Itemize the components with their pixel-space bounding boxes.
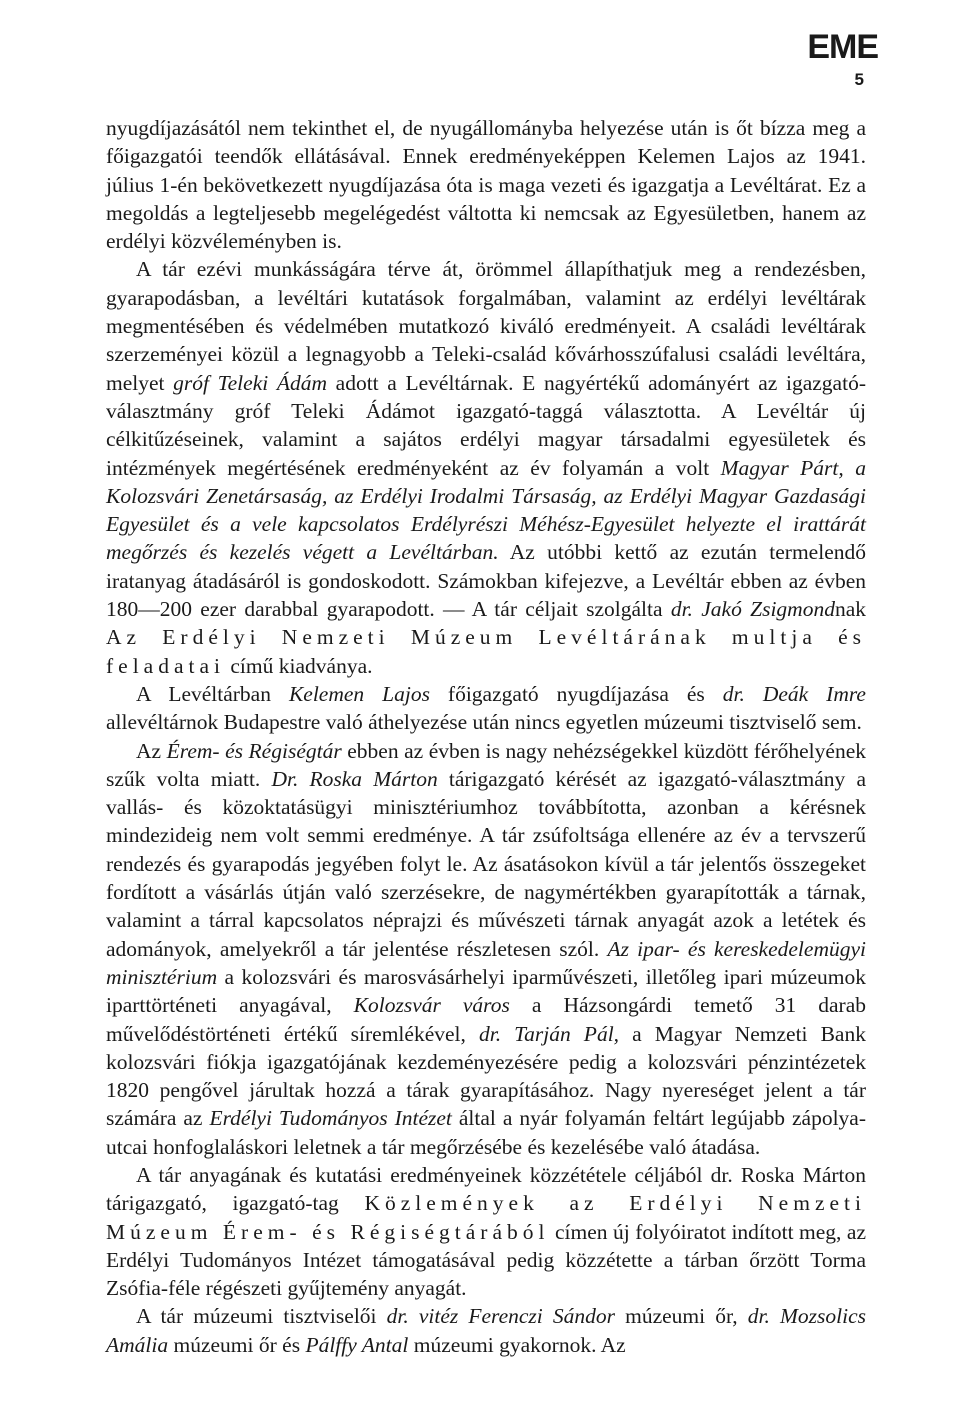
italic-run: Kolozsvár város bbox=[353, 993, 510, 1018]
text-run: múzeumi őr és bbox=[168, 1332, 306, 1357]
text-run: múzeumi gyakornok. Az bbox=[408, 1332, 626, 1357]
eme-logo: EME bbox=[807, 28, 878, 66]
italic-run: dr. vitéz Ferenczi Sándor bbox=[386, 1304, 616, 1329]
text-run: a Magyar Nemzeti Bank kolozsvári fiókja igazgatójának kezdeményezésére pedig a kolozsvári pénzintézetek 1820 pengővel járultak hozzá a tárak gyarapításához. Nagy nyereséget jelent a tár számára az bbox=[106, 1021, 866, 1131]
spaced-title-run: Az Erdélyi Nemzeti Múzeum Levéltárának multja és feladatai bbox=[106, 625, 866, 678]
italic-run: dr. Deák Imre bbox=[722, 681, 866, 706]
text-run: főigazgató nyugdíjazása és bbox=[429, 681, 723, 706]
paragraph bbox=[106, 1161, 866, 1302]
text-run: múzeumi őr, bbox=[615, 1304, 748, 1329]
text-run: a kolozsvári és marosvásárhelyi iparművészeti, illetőleg ipari múzeumok iparttörténeti anyagával, bbox=[106, 964, 866, 1018]
italic-run: Magyar Párt, a Kolozsvári Zenetársaság, az Erdélyi Irodalmi Társaság, az Erdélyi Magyar Gazdasági Egyesület és a vele kapcsolatos Erdélyrészi Méhész-Egyesület helyezte el irattárát megőrzés és kezelés végett a Levéltárban. bbox=[106, 455, 866, 565]
text-run: címen új folyóiratot indított meg, az Erdélyi Tudományos Intézet támogatásával pedig közzétette a tárban őrzött Torma Zsófia-féle régészeti gyűjtemény anyagát. bbox=[106, 1219, 867, 1301]
text-run: Az bbox=[136, 738, 167, 763]
paragraph bbox=[106, 737, 866, 1161]
text-run: A Levéltárban bbox=[136, 681, 289, 706]
text-run: a Házsongárdi temető 31 darab művelődéstörténeti értékű síremlékével, bbox=[106, 993, 867, 1046]
italic-run: Dr. Roska Márton bbox=[271, 766, 438, 791]
text-run: allevéltárnok Budapestre való áthelyezése után nincs egyetlen múzeumi tisztviselő sem. bbox=[106, 710, 862, 735]
text-run: ebben az évben is nagy nehézségekkel küzdött férőhelyének szűk volta miatt. bbox=[106, 738, 866, 791]
italic-run: gróf Teleki Ádám bbox=[173, 370, 328, 395]
italic-run: dr. Mozsolics Amália bbox=[106, 1304, 867, 1357]
paragraph bbox=[106, 1302, 866, 1359]
italic-run: Pálffy Antal bbox=[305, 1332, 409, 1357]
article-body bbox=[106, 114, 866, 1359]
italic-run: Kelemen Lajos bbox=[288, 681, 430, 706]
text-run: nyugdíjazásától nem tekinthet el, de nyugállományba helyezése után is őt bízza meg a főigazgatói teendők ellátásával. Ennek eredményeképpen Kelemen Lajos az 1941. július 1-én bekövetkezett nyugdíjazása óta is maga vezeti és igazgatja a Levéltárat. Ez a megoldás a legteljesebb megelégedést váltotta ki nemcsak az Egyesületben, hanem az erdélyi közvéleményben is. bbox=[106, 116, 866, 254]
paragraph bbox=[106, 680, 866, 737]
italic-run: Erdélyi Tudományos Intézet bbox=[209, 1106, 452, 1131]
text-run: nak bbox=[834, 597, 866, 622]
text-run: A tár anyagának és kutatási eredményeinek közzététele céljából dr. Roska Márton tárigazgató, igazgató-tag bbox=[106, 1162, 866, 1216]
text-run: A tár múzeumi tisztviselői bbox=[136, 1304, 387, 1329]
paragraph bbox=[106, 114, 866, 255]
text-run: című kiadványa. bbox=[225, 653, 373, 678]
italic-run: dr. Tarján Pál, bbox=[478, 1021, 620, 1046]
text-run: A tár ezévi munkásságára térve át, örömmel állapíthatjuk meg a rendezésben, gyarapodásban, a levéltári kutatások forgalmában, valamint az erdélyi levéltárak megmentésében és védelmében mutatkozó kiváló eredményeit. A családi levéltárak szerzeményei közül a legnagyobb a Teleki-család kővárhosszúfalusi családi levéltára, melyet bbox=[106, 257, 866, 395]
text-run: által a nyár folyamán feltárt legújabb zápolya-utcai honfoglaláskori leletnek a tár megőrzésébe és kezelésébe való átadása. bbox=[106, 1106, 866, 1159]
paragraph bbox=[106, 255, 866, 679]
italic-run: Érem- és Régiségtár bbox=[166, 738, 342, 763]
italic-run: Az ipar- és kereskedelemügyi minisztérium bbox=[106, 936, 866, 989]
text-run: adott a Levéltárnak. E nagyértékű adományért az igazgató-választmány gróf Teleki Ádámot igazgató-taggá választotta. A Levéltár új célkitűzéseinek, valamint a sajátos erdélyi magyar társadalmi egyesületek és intézmények megértésének eredményeként az év folyamán a volt bbox=[106, 370, 866, 480]
text-run: tárigazgató kérését az igazgató-választmány a vallás- és közoktatásügyi minisztériumhoz továbbította, azonban a kérésnek mindezideig nem volt semmi eredménye. A tár zsúfoltsága ellenére az év a tervszerű rendezés és gyarapodás jegyében folyt le. Az ásatásokon kívül a tár jelentős összegeket fordított a vásárlás útján való szerzésekre, de nagymértékben gyarapították a tárnak, valamint a tárral kapcsolatos néprajzi és művészeti tárnak anyagát azok a letétek és adományok, amelyekről a tár jelentése részletesen szól. bbox=[106, 766, 866, 961]
text-run: Az utóbbi kettő az ezután termelendő iratanyag átadásáról is gondoskodott. Számokban kifejezve, a Levéltár ebben az évben 180—200 ezer darabbal gyarapodott. — A tár céljait szolgálta bbox=[106, 540, 866, 622]
spaced-title-run: Közlemények az Erdélyi Nemzeti Múzeum Érem- és Régiségtárából bbox=[106, 1191, 866, 1244]
page-number: 5 bbox=[854, 70, 864, 89]
italic-run: dr. Jakó Zsigmond bbox=[670, 597, 835, 622]
